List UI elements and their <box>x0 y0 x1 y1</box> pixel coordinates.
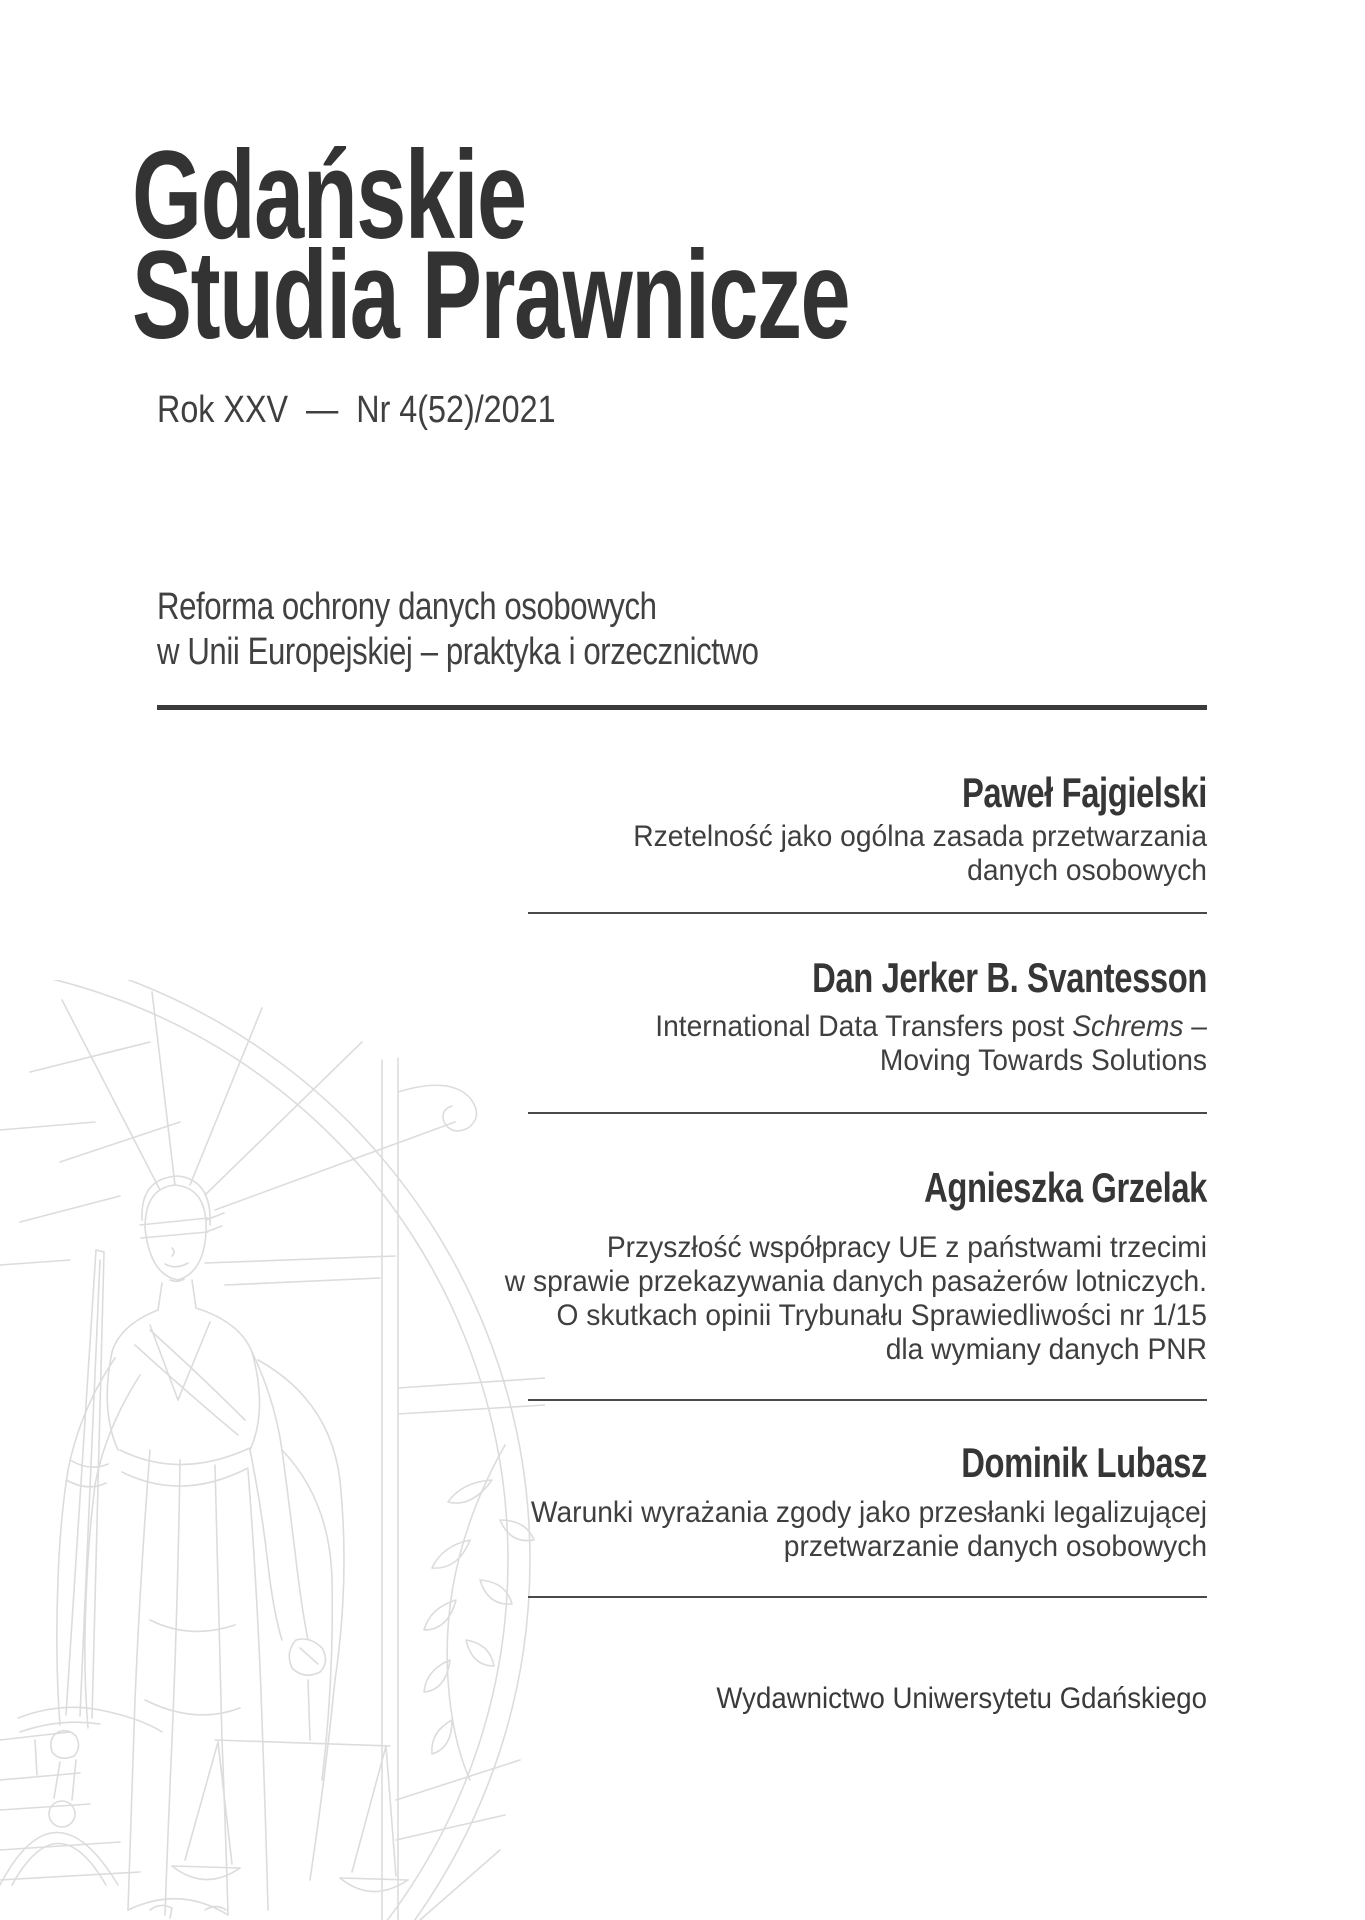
article-title <box>185 1010 1207 1078</box>
article-title-line: Moving Towards Solutions <box>879 1044 1207 1077</box>
issue-theme-line2: w Unii Europejskiej – praktyka i orzecznictwo <box>157 631 759 673</box>
article-title-line: w sprawie przekazywania danych pasażerów lotniczych. <box>504 1265 1208 1298</box>
article-title-line: dla wymiany danych PNR <box>885 1333 1207 1366</box>
article-title-line <box>185 1010 1207 1044</box>
author-name: Paweł Fajgielski <box>961 769 1207 816</box>
article-title-line: danych osobowych <box>967 854 1207 887</box>
publisher-name: Wydawnictwo Uniwersytetu Gdańskiego <box>716 1682 1207 1715</box>
theme-divider-line <box>157 705 1207 710</box>
lady-justice-artwork <box>0 980 545 1920</box>
article-title-line: Przyszłość współpracy UE z państwami trzecimi <box>606 1231 1207 1264</box>
article-title <box>185 1496 1207 1564</box>
article-title <box>185 820 1207 888</box>
article-title <box>185 1231 1207 1367</box>
issue-label: Rok XXV — Nr 4(52)/2021 <box>157 389 556 431</box>
article-title-line: Warunki wyrażania zgody jako przesłanki legalizującej <box>530 1496 1207 1529</box>
article-title-line: przetwarzanie danych osobowych <box>783 1530 1207 1563</box>
lady-justice-icon <box>0 980 545 1920</box>
separator-line <box>528 912 1207 914</box>
author-name: Agnieszka Grzelak <box>924 1164 1207 1211</box>
article-title-line: O skutkach opinii Trybunału Sprawiedliwości nr 1/15 <box>556 1299 1207 1332</box>
separator-line <box>528 1112 1207 1114</box>
author-name: Dan Jerker B. Svantesson <box>812 954 1207 1001</box>
issue-theme-line1: Reforma ochrony danych osobowych <box>157 586 657 628</box>
journal-title <box>132 126 850 365</box>
separator-line <box>528 1399 1207 1401</box>
article-title-line: Rzetelność jako ogólna zasada przetwarzania <box>633 820 1207 853</box>
article-title-text: International Data Transfers post <box>655 1010 1073 1043</box>
separator-line <box>528 1596 1207 1598</box>
author-name: Dominik Lubasz <box>961 1439 1207 1486</box>
issue-theme <box>157 585 759 675</box>
journal-title-line2: Studia Prawnicze <box>132 226 850 365</box>
article-title-italic-text: Schrems <box>1072 1010 1184 1043</box>
article-title-text: – <box>1183 1010 1207 1043</box>
journal-title-line1: Gdańskie <box>132 126 526 265</box>
